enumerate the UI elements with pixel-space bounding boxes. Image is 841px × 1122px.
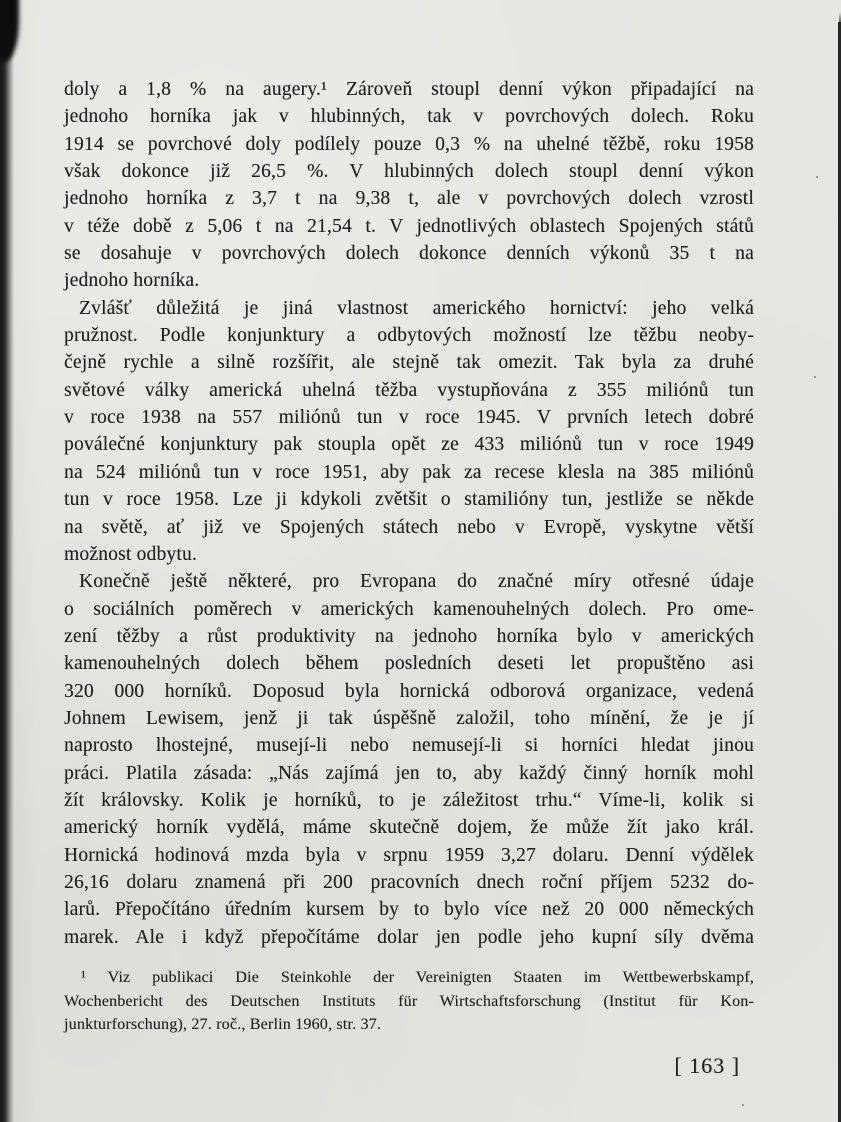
body-line: práci. Platila zásada: „Nás zajímá jen to, aby každý činný horník mohl — [64, 762, 754, 784]
body-line: jednoho horníka jak v hlubinných, tak v povrchových dolech. Roku — [64, 106, 754, 128]
body-line: čejně rychle a silně rozšířit, ale stejně tak omezit. Tak byla za druhé — [64, 352, 754, 374]
body-line: v téže době z 5,06 t na 21,54 t. V jednotlivých oblastech Spojených států — [64, 215, 754, 237]
body-line: žít královsky. Kolik je horníků, to je záležitost trhu.“ Víme-li, kolik si — [64, 789, 754, 811]
body-line: zení těžby a růst produktivity na jednoho horníka bylo v amerických — [64, 625, 754, 647]
body-line: naprosto lhostejné, musejí-li nebo nemusejí-li si horníci hledat jinou — [64, 735, 754, 757]
body-line: americký horník vydělá, máme skutečně dojem, že může žít jako král. — [64, 817, 754, 839]
scan-speck — [742, 1104, 744, 1106]
body-line: 1914 se povrchové doly podílely pouze 0,3 % na uhelné těžbě, roku 1958 — [64, 133, 754, 155]
body-line: světové války americká uhelná těžba vystupňována z 355 miliónů tun — [64, 379, 754, 401]
body-line: marek. Ale i když přepočítáme dolar jen podle jeho kupní síly dvěma — [64, 926, 754, 948]
body-line: kamenouhelných dolech během posledních deseti let propuštěno asi — [64, 653, 754, 675]
body-line: možnost odbytu. — [64, 543, 197, 565]
scan-edge-left — [0, 0, 14, 1122]
footnote-line: junkturforschung), 27. roč., Berlin 1960, str. 37. — [64, 1016, 382, 1033]
body-line: o sociálních poměrech v amerických kamenouhelných dolech. Pro ome- — [64, 598, 754, 620]
page-number: [ 163 ] — [674, 1052, 740, 1078]
scan-speck — [814, 376, 816, 378]
paragraph — [64, 568, 754, 951]
body-line: Konečně ještě některé, pro Evropana do značné míry otřesné údaje — [79, 571, 754, 593]
footnote-line: ¹ Viz publikaci Die Steinkohle der Vereinigten Staaten im Wettbewerbskampf, — [81, 969, 754, 986]
body-line: Zvlášť důležitá je jiná vlastnost amerického hornictví: jeho velká — [79, 297, 754, 319]
body-line: larů. Přepočítáno úředním kursem by to bylo více než 20 000 německých — [64, 899, 754, 921]
body-line: na 524 miliónů tun v roce 1951, aby pak za recese klesla na 385 miliónů — [64, 461, 754, 483]
body-line: pružnost. Podle konjunktury a odbytových možností lze těžbu neoby- — [64, 325, 754, 347]
body-line: na světě, ať již ve Spojených státech nebo v Evropě, vyskytne větší — [64, 516, 754, 538]
body-line: Johnem Lewisem, jenž ji tak úspěšně založil, toho mínění, že je jí — [64, 707, 754, 729]
paragraph — [64, 76, 754, 295]
body-line: doly a 1,8 % na augery.¹ Zároveň stoupl denní výkon připadající na — [64, 79, 754, 100]
book-page — [64, 76, 754, 1079]
body-line: jednoho horníka z 3,7 t na 9,38 t, ale v povrchových dolech vzrostl — [64, 188, 754, 210]
paragraph — [64, 295, 754, 568]
scan-speck — [816, 176, 818, 178]
body-line: však dokonce již 26,5 %. V hlubinných dolech stoupl denní výkon — [64, 161, 754, 183]
footnote — [64, 966, 754, 1037]
body-line: 26,16 dolaru znamená při 200 pracovních dnech roční příjem 5232 do- — [64, 871, 754, 893]
footnote-line: Wochenbericht des Deutschen Instituts für Wirtschaftsforschung (Institut für Kon- — [64, 992, 754, 1010]
body-line: jednoho horníka. — [64, 270, 200, 292]
body-line: Hornická hodinová mzda byla v srpnu 1959 3,27 dolaru. Denní výdělek — [64, 844, 754, 866]
body-line: v roce 1938 na 557 miliónů tun v roce 1945. V prvních letech dobré — [64, 407, 754, 429]
body-line: se dosahuje v povrchových dolech dokonce denních výkonů 35 t na — [64, 243, 754, 265]
body-line: tun v roce 1958. Lze ji kdykoli zvětšit o stamilióny tun, jestliže se někde — [64, 489, 754, 511]
body-line: 320 000 horníků. Doposud byla hornická odborová organizace, vedená — [64, 680, 754, 702]
body-text — [64, 76, 754, 951]
body-line: poválečné konjunktury pak stoupla opět ze 433 miliónů tun v roce 1949 — [64, 434, 754, 456]
